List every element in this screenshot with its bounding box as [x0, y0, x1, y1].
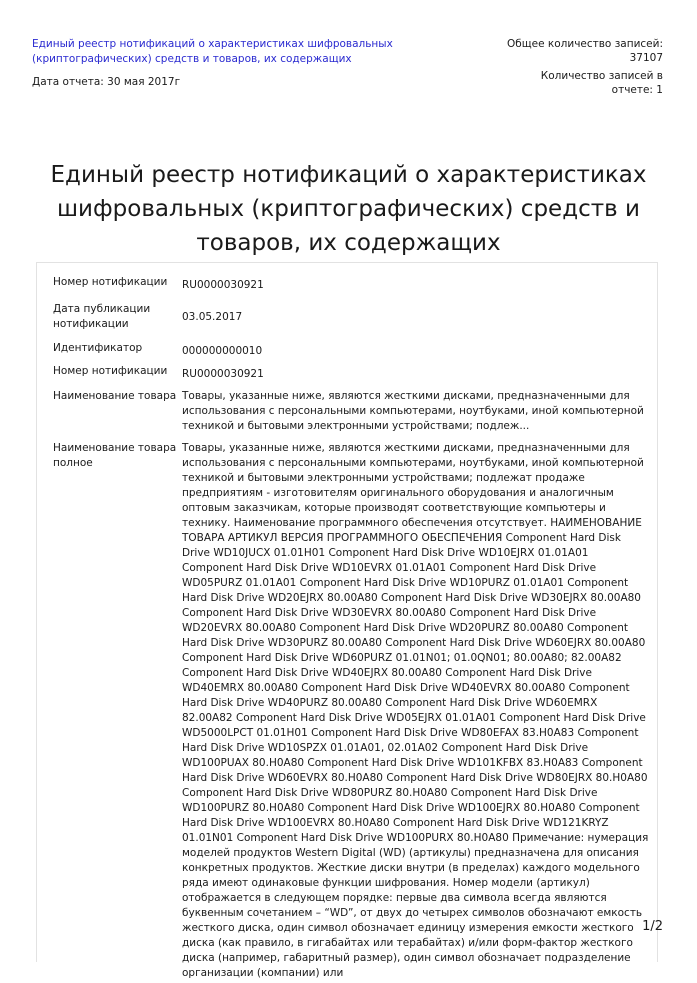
- field-value: 000000000010: [182, 345, 263, 357]
- field-label: Номер нотификации: [53, 365, 168, 377]
- field-row-product-full-name: [37, 441, 657, 981]
- header-registry-link[interactable]: Единый реестр нотификаций о характеристиках шифровальных (криптографических) средств и товаров, их содержащих: [32, 38, 393, 65]
- field-value: Товары, указанные ниже, являются жесткими дисками, предназначенными для использования с персональными компьютерами, ноутбуками, иной компьютерной техникой и бытовыми электронными устройствами; подлеж...: [182, 390, 644, 432]
- field-row-notification-number: [37, 275, 657, 293]
- field-value: RU0000030921: [182, 279, 264, 291]
- total-records-value: 37107: [629, 52, 663, 64]
- report-records-count: Количество записей в отчете: 1: [540, 70, 663, 96]
- field-row-publication-date: [37, 302, 657, 332]
- page-title: Единый реестр нотификаций о характеристиках шифровальных (криптографических) средств и товаров, их содержащих: [50, 162, 647, 257]
- total-records-label: Общее количество записей:: [507, 38, 663, 50]
- report-date: Дата отчета: 30 мая 2017г: [32, 76, 181, 88]
- field-row-product-name: [37, 389, 657, 434]
- field-value: RU0000030921: [182, 368, 264, 380]
- field-label: Наименование товара полное: [53, 442, 177, 469]
- field-value: 03.05.2017: [182, 310, 243, 323]
- field-label: Наименование товара: [53, 390, 177, 402]
- notification-details-table: [36, 262, 658, 979]
- field-row-notification-number-2: [37, 364, 657, 382]
- record-count-block: [503, 37, 663, 97]
- field-label: Номер нотификации: [53, 276, 168, 288]
- page-number: 1/2: [642, 919, 663, 934]
- field-label: Дата публикации нотификации: [53, 303, 151, 330]
- field-value: Товары, указанные ниже, являются жесткими дисками, предназначенными для использования с персональными компьютерами, ноутбуками, иной компьютерной техникой и бытовыми электронными устройствами; подлежат продаже предприятиям - изготовителям оригинального оборудования и аналогичным оптовым заказчикам, которые производят соответствующие компьютеры и технику. Наименование программного обеспечения отсутствует. НАИМЕНОВАНИЕ ТОВАРА АРТИКУЛ ВЕРСИЯ ПРОГРАММНОГО ОБЕСПЕЧЕНИЯ Component Hard Disk Drive WD10JUCX 01.01H01 Component Hard Disk Drive WD10EJRX 01.01A01 Component Hard Disk Drive WD10EVRX 01.01A01 Component Hard Disk Drive WD05PURZ 01.01A01 Component Hard Disk Drive WD10PURZ 01.01A01 Component Hard Disk Drive WD20EJRX 80.00A80 Component Hard Disk Drive WD30EJRX 80.00A80 Component Hard Disk Drive WD30EVRX 80.00A80 Component Hard Disk Drive WD20EVRX 80.00A80 Component Hard Disk Drive WD20PURZ 80.00A80 Component Hard Disk Drive WD30PURZ 80.00A80 Component Hard Disk Drive WD60EJRX 80.00A80 Component Hard Disk Drive WD60PURZ 01.01N01; 01.0QN01; 80.00A80; 82.00A82 Component Hard Disk Drive WD40EJRX 80.00A80 Component Hard Disk Drive WD40EMRX 80.00A80 Component Hard Disk Drive WD40EVRX 80.00A80 Component Hard Disk Drive WD40PURZ 80.00A80 Component Hard Disk Drive WD60EMRX 82.00A82 Component Hard Disk Drive WD05EJRX 01.01A01 Component Hard Disk Drive WD5000LPCT 01.01H01 Component Hard Disk Drive WD80EFAX 83.H0A83 Component Hard Disk Drive WD10SPZX 01.01A01, 02.01A02 Component Hard Disk Drive WD100PUAX 80.H0A80 Component Hard Disk Drive WD101KFBX 83.H0A83 Component Hard Disk Drive WD60EVRX 80.H0A80 Component Hard Disk Drive WD80EJRX 80.H0A80 Component Hard Disk Drive WD80PURZ 80.H0A80 Component Hard Disk Drive WD100PURZ 80.H0A80 Component Hard Disk Drive WD100EJRX 80.H0A80 Component Hard Disk Drive WD100EVRX 80.H0A80 Component Hard Disk Drive WD121KRYZ 01.01N01 Component Hard Disk Drive WD100PURX 80.H0A80 Примечание: нумерация моделей продуктов Western Digital (WD) (артикулы) предназначена для описания конкретных продуктов. Жесткие диски внутри (в пределах) каждого модельного ряда имеют одинаковые функции шифрования. Номер модели (артикул) отображается в следующем порядке: первые два символа всегда являются буквенным сочетанием – “WD”, от двух до четырех символов обозначают емкость жесткого диска, один символ обозначает единицу измерения емкости жесткого диска (как правило, в гигабайтах или терабайтах) и/или форм-фактор жесткого диска (например, габаритный размер), один символ обозначает подразделение организации (компании) или: [182, 442, 649, 979]
- field-label: Идентификатор: [53, 342, 143, 354]
- field-row-identifier: [37, 341, 657, 359]
